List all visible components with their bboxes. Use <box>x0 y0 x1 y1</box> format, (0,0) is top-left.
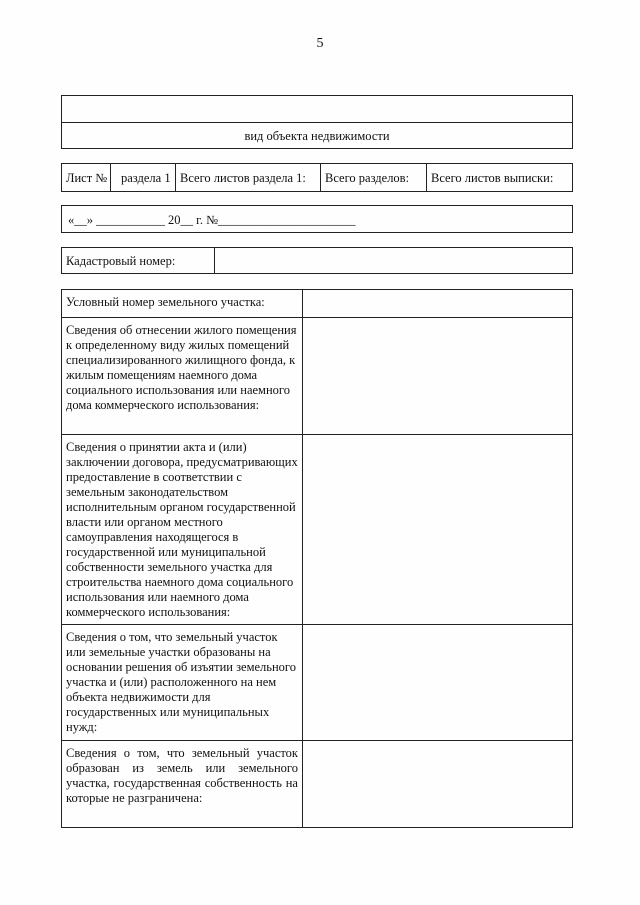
row-label: Условный номер земельного участка: <box>62 290 303 317</box>
table-row <box>62 625 572 741</box>
row-label: Сведения о том, что земельный участок образован из земель или земельного участка, государственная собственность на которые не разграничена: <box>62 741 303 827</box>
table-row <box>62 741 572 827</box>
sheet-number-label: Лист № <box>62 164 111 191</box>
table-row <box>62 435 572 625</box>
cadastral-number-label: Кадастровый номер: <box>62 248 215 273</box>
date-number-text[interactable]: «__» ___________ 20__ г. №______________________ <box>68 213 356 227</box>
total-sheets-section-label: Всего листов раздела 1: <box>176 164 321 191</box>
row-value[interactable] <box>303 741 572 827</box>
land-info-table <box>61 289 573 828</box>
row-label: Сведения об отнесении жилого помещения к определенному виду жилых помещений специализированного жилищного фонда, к жилым помещениям наемного дома социального использования или наемного дома коммерческого использования: <box>62 318 303 434</box>
table-row <box>62 290 572 318</box>
cadastral-row <box>61 247 573 274</box>
row-label: Сведения о принятии акта и (или) заключении договора, предусматривающих предоставление в соответствии с земельным законодательством исполнительным органом государственной власти или органом местного самоуправления находящегося в государственной или муниципальной собственности земельного участка для строительства наемного дома социального использования или наемного дома коммерческого использования: <box>62 435 303 624</box>
row-label: Сведения о том, что земельный участок или земельные участки образованы на основании решения об изъятии земельного участка и (или) расположенного на нем объекта недвижимости для государственных или муниципальных нужд: <box>62 625 303 740</box>
section-label: раздела 1 <box>111 164 176 191</box>
object-type-field[interactable] <box>62 96 572 123</box>
row-value[interactable] <box>303 318 572 434</box>
object-type-caption: вид объекта недвижимости <box>244 129 390 143</box>
total-sheets-extract-label: Всего листов выписки: <box>431 171 554 185</box>
page-number: 5 <box>316 36 324 51</box>
table-row <box>62 318 572 435</box>
row-value[interactable] <box>303 625 572 740</box>
object-type-block <box>61 95 573 149</box>
total-sections-label: Всего разделов: <box>321 164 427 191</box>
date-number-line <box>61 205 573 233</box>
row-value[interactable] <box>303 290 572 317</box>
sheets-row <box>61 163 573 192</box>
cadastral-number-value[interactable] <box>215 248 572 273</box>
row-value[interactable] <box>303 435 572 624</box>
